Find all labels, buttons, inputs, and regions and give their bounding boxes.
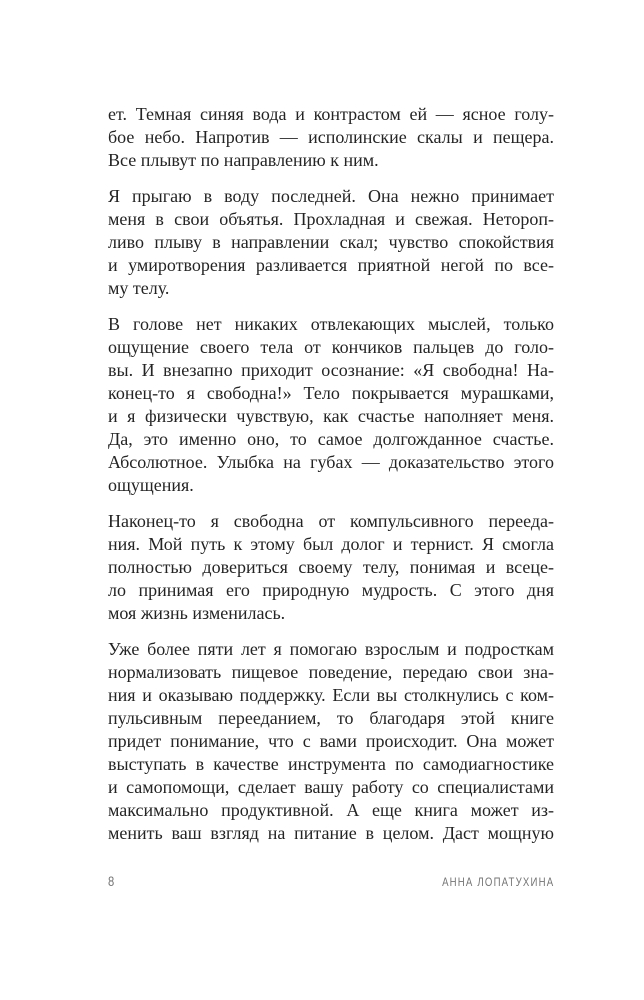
text-line: Уже более пяти лет я помогаю взрослым и подросткам [108, 639, 554, 659]
text-line: ощущения. [108, 475, 194, 495]
text-line: ния и оказываю поддержку. Если вы столкнулись с ком- [108, 685, 554, 705]
text-line: моя жизнь изменилась. [108, 603, 286, 623]
text-line: придет понимание, что с вами происходит. Она может [108, 731, 554, 751]
text-line: выступать в качестве инструмента по самодиагностике [108, 754, 554, 774]
text-line: Все плывут по направлению к ним. [108, 150, 379, 170]
text-line: В голове нет никаких отвлекающих мыслей, только [108, 314, 554, 334]
text-line: ет. Темная синяя вода и контрастом ей — ясное голу- [108, 104, 554, 124]
page-footer [108, 873, 554, 889]
text-line: вы. И внезапно приходит осознание: «Я свободна! На- [108, 360, 554, 380]
text-line: ло принимая его природную мудрость. С этого дня [108, 580, 554, 600]
text-line: и умиротворения разливается приятной негой по все- [108, 255, 554, 275]
text-line: му телу. [108, 278, 170, 298]
text-line: полностью довериться своему телу, понимая и всеце- [108, 557, 554, 577]
text-line: пульсивным перееданием, то благодаря этой книге [108, 708, 554, 728]
text-line: Наконец-то я свободна от компульсивного перееда- [108, 511, 554, 531]
text-line: бое небо. Напротив — исполинские скалы и пещера. [108, 127, 554, 147]
paragraph [108, 638, 554, 845]
text-line: меня в свои объятья. Прохладная и свежая. Нетороп- [108, 209, 554, 229]
text-line: Я прыгаю в воду последней. Она нежно принимает [108, 186, 554, 206]
body-text [108, 103, 554, 845]
running-title: АННА ЛОПАТУХИНА [441, 875, 554, 889]
text-line: ощущение своего тела от кончиков пальцев до голо- [108, 337, 554, 357]
text-line: и я физически чувствую, как счастье наполняет меня. [108, 406, 554, 426]
text-line: Да, это именно оно, то самое долгожданное счастье. [108, 429, 554, 449]
paragraph [108, 185, 554, 300]
text-line: и самопомощи, сделает вашу работу со специалистами [108, 777, 554, 797]
page-number: 8 [108, 873, 115, 889]
paragraph [108, 103, 554, 172]
paragraph [108, 510, 554, 625]
text-line: нормализовать пищевое поведение, передаю свои зна- [108, 662, 554, 682]
text-line: максимально продуктивной. А еще книга может из- [108, 800, 554, 820]
paragraph [108, 313, 554, 497]
text-line: ливо плыву в направлении скал; чувство спокойствия [108, 232, 554, 252]
text-line: менить ваш взгляд на питание в целом. Даст мощную [108, 823, 554, 843]
text-line: Абсолютное. Улыбка на губах — доказательство этого [108, 452, 554, 472]
text-line: конец-то я свободна!» Тело покрывается мурашками, [108, 383, 554, 403]
text-line: ния. Мой путь к этому был долог и тернист. Я смогла [108, 534, 554, 554]
